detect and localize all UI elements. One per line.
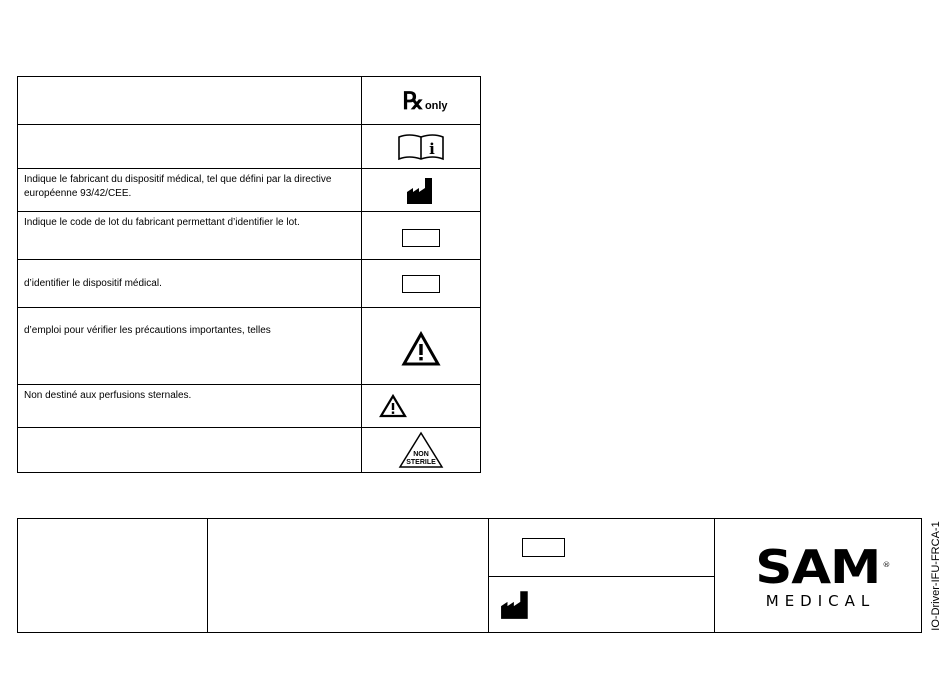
consult-instructions-icon — [397, 132, 445, 162]
manufacturer-icon — [499, 588, 533, 620]
manufacturer-icon — [406, 175, 436, 205]
table-row — [18, 260, 481, 308]
rx-only-icon: ℞ only — [402, 85, 448, 115]
row-description: Indique le code de lot du fabricant permettant d’identifier le lot. — [18, 212, 362, 260]
row-description — [18, 125, 362, 169]
table-row — [18, 385, 481, 428]
caution-icon — [401, 331, 441, 367]
caution-small-icon — [379, 394, 407, 418]
reference-box-icon — [402, 275, 440, 293]
lot-box-icon — [402, 229, 440, 247]
footer-cell-empty — [18, 519, 208, 632]
table-row — [18, 169, 481, 212]
svg-text:NON: NON — [413, 451, 429, 458]
symbol-table — [17, 76, 481, 473]
footer-cell-logo — [714, 519, 921, 632]
sam-medical-logo: SAM ® MEDICAL — [755, 540, 891, 610]
footer-cell-empty — [207, 519, 489, 632]
row-description — [18, 428, 362, 473]
footer-label-box — [17, 518, 922, 633]
footer-cell-symbols — [488, 519, 715, 632]
document-code: IO-Driver-IFU-FRCA-1 — [930, 521, 942, 631]
row-description: d’emploi pour vérifier les précautions importantes, telles — [18, 308, 362, 385]
table-row — [18, 125, 481, 169]
table-row — [18, 308, 481, 385]
svg-text:i: i — [429, 139, 435, 158]
table-row — [18, 212, 481, 260]
row-description: Non destiné aux perfusions sternales. — [18, 385, 362, 428]
row-description: d’identifier le dispositif médical. — [18, 260, 362, 308]
row-description — [18, 77, 362, 125]
table-row — [18, 77, 481, 125]
non-sterile-icon — [398, 431, 444, 469]
row-description: Indique le fabricant du dispositif médical, tel que défini par la directive européenne 93/42/CEE. — [18, 169, 362, 212]
svg-text:STERILE: STERILE — [406, 459, 436, 466]
table-row — [18, 428, 481, 473]
lot-box-icon — [522, 538, 565, 557]
